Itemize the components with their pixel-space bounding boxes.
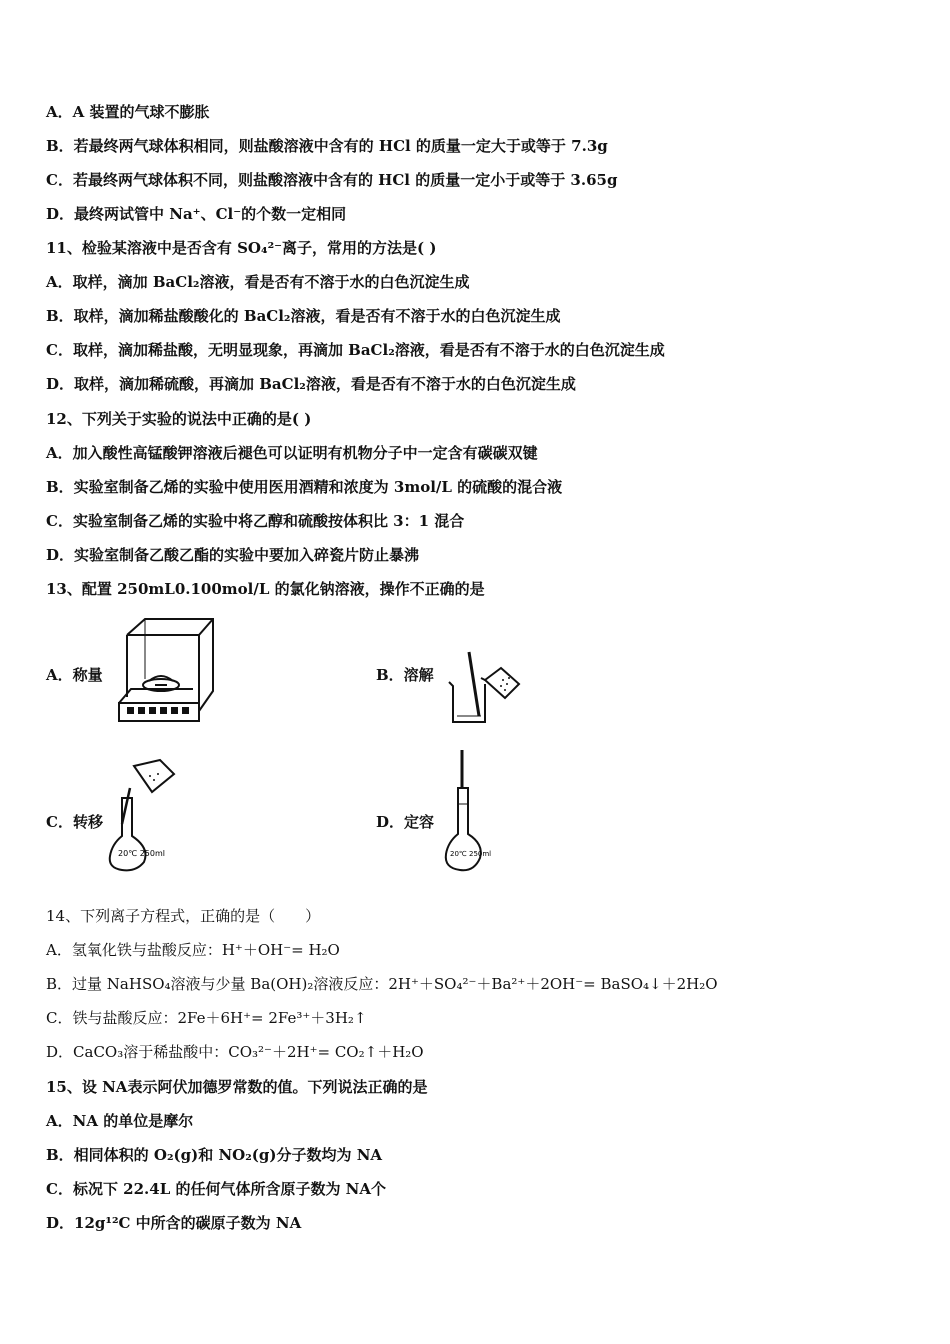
q14-option-a: A．氢氧化铁与盐酸反应：H⁺＋OH⁻= H₂O [46, 941, 340, 959]
q12-option-d: D．实验室制备乙酸乙酯的实验中要加入碎瓷片防止暴沸 [46, 546, 420, 564]
q14-option-d: D．CaCO₃溶于稀盐酸中：CO₃²⁻＋2H⁺= CO₂↑＋H₂O [46, 1043, 424, 1061]
flask-label-fixing: 20℃ 250ml [450, 850, 492, 858]
q15-option-c: C．标况下 22.4L 的任何气体所含原子数为 NA个 [46, 1180, 387, 1198]
flask-label-transfer: 20℃ 250ml [118, 849, 165, 858]
q14-option-c: C．铁与盐酸反应：2Fe＋6H⁺= 2Fe³⁺＋3H₂↑ [46, 1009, 367, 1027]
q10-option-c: C．若最终两气球体积不同，则盐酸溶液中含有的 HCl 的质量一定小于或等于 3.65g [46, 171, 618, 189]
q14-stem: 14、下列离子方程式，正确的是（ ） [46, 907, 321, 925]
beaker-dissolving-figure [445, 650, 525, 726]
q15-option-d: D．12g¹²C 中所含的碳原子数为 NA [46, 1214, 302, 1232]
dropper-volumetric-flask-figure [442, 748, 492, 874]
q11-stem: 11、检验某溶液中是否含有 SO₄²⁻离子，常用的方法是( ) [46, 239, 437, 257]
q13-option-b: B．溶解 [376, 666, 434, 684]
q11-option-d: D．取样，滴加稀硫酸，再滴加 BaCl₂溶液，看是否有不溶于水的白色沉淀生成 [46, 375, 576, 393]
q13-option-c: C．转移 [46, 813, 103, 831]
q11-option-a: A．取样，滴加 BaCl₂溶液，看是否有不溶于水的白色沉淀生成 [46, 273, 470, 291]
q10-option-d: D．最终两试管中 Na⁺、Cl⁻的个数一定相同 [46, 205, 347, 223]
q11-option-c: C．取样，滴加稀盐酸，无明显现象，再滴加 BaCl₂溶液，看是否有不溶于水的白色沉淀生成 [46, 341, 665, 359]
q12-stem: 12、下列关于实验的说法中正确的是( ) [46, 410, 312, 428]
q15-stem: 15、设 NA表示阿伏加德罗常数的值。下列说法正确的是 [46, 1078, 428, 1096]
q15-option-b: B．相同体积的 O₂(g)和 NO₂(g)分子数均为 NA [46, 1146, 383, 1164]
transfer-to-volumetric-flask-figure [108, 758, 180, 874]
q10-option-b: B．若最终两气球体积相同，则盐酸溶液中含有的 HCl 的质量一定大于或等于 7.3g [46, 137, 608, 155]
balance-in-cabinet-figure [113, 615, 218, 725]
q13-option-d: D．定容 [376, 813, 435, 831]
q13-stem: 13、配置 250mL0.100mol/L 的氯化钠溶液，操作不正确的是 [46, 580, 485, 598]
q13-option-a: A．称量 [46, 666, 103, 684]
q12-option-b: B．实验室制备乙烯的实验中使用医用酒精和浓度为 3mol/L 的硫酸的混合液 [46, 478, 563, 496]
q14-option-b: B．过量 NaHSO₄溶液与少量 Ba(OH)₂溶液反应：2H⁺＋SO₄²⁻＋Ba²⁺＋2OH⁻= BaSO₄↓＋2H₂O [46, 975, 718, 993]
q11-option-b: B．取样，滴加稀盐酸酸化的 BaCl₂溶液，看是否有不溶于水的白色沉淀生成 [46, 307, 561, 325]
q15-option-a: A．NA 的单位是摩尔 [46, 1112, 194, 1130]
q12-option-a: A．加入酸性高锰酸钾溶液后褪色可以证明有机物分子中一定含有碳碳双键 [46, 444, 538, 462]
q12-option-c: C．实验室制备乙烯的实验中将乙醇和硫酸按体积比 3：1 混合 [46, 512, 465, 530]
q10-option-a: A．A 装置的气球不膨胀 [46, 103, 210, 121]
